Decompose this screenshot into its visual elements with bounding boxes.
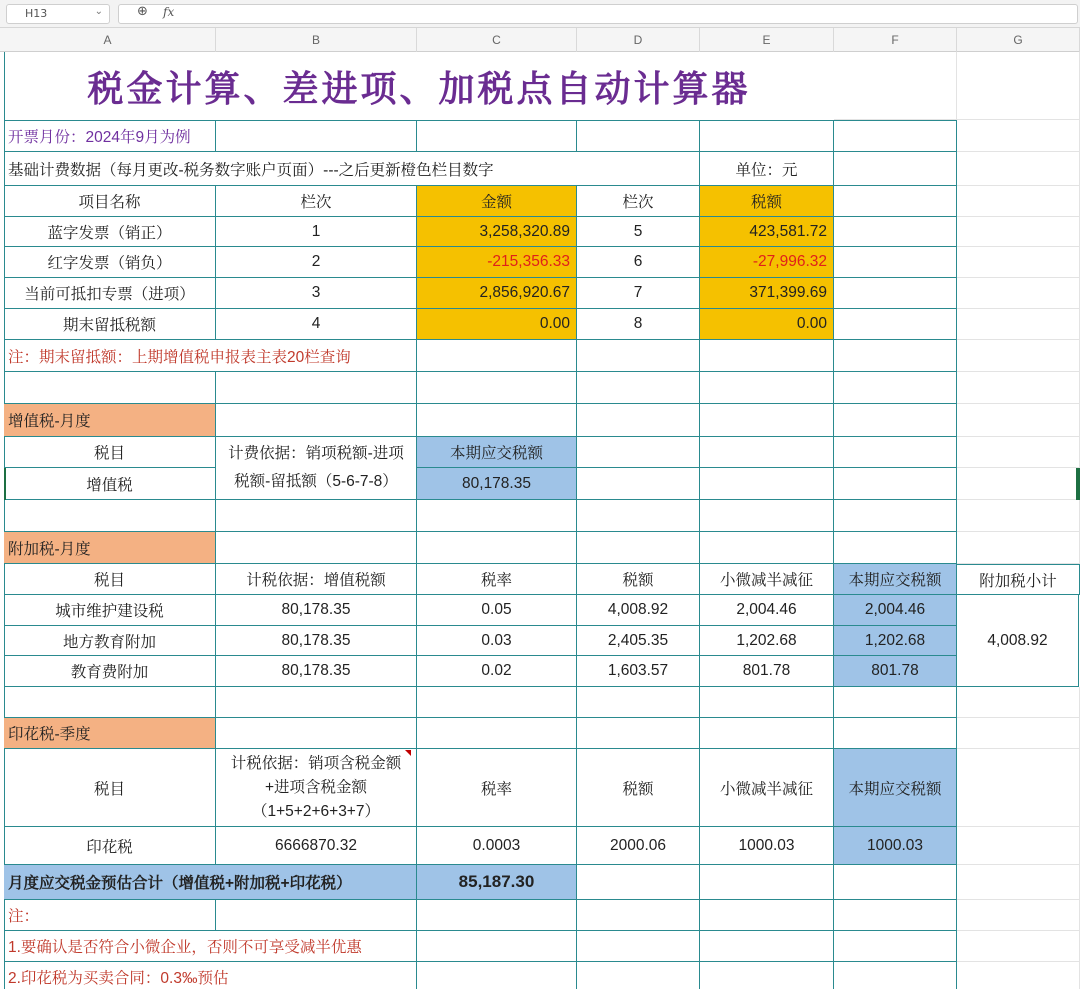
base-row-tax[interactable]: -27,996.32	[700, 247, 834, 278]
surtax-row-rate[interactable]: 0.05	[417, 595, 577, 626]
surtax-row-basis[interactable]: 80,178.35	[216, 626, 417, 656]
surtax-row-payable[interactable]: 1,202.68	[834, 626, 957, 656]
base-row-amount[interactable]: 3,258,320.89	[417, 217, 577, 247]
column-header-g[interactable]: G	[957, 28, 1080, 52]
base-row-col2[interactable]: 5	[577, 217, 700, 247]
sheet-grid[interactable]	[0, 52, 1080, 989]
surtax-row-half[interactable]: 2,004.46	[700, 595, 834, 626]
header-item-name: 项目名称	[4, 186, 216, 217]
surtax-header-rate: 税率	[417, 564, 577, 595]
column-header-f[interactable]: F	[834, 28, 957, 52]
surtax-row-tax[interactable]: 2,405.35	[577, 626, 700, 656]
surtax-row-payable[interactable]: 2,004.46	[834, 595, 957, 626]
surtax-row-name[interactable]: 地方教育附加	[4, 626, 216, 656]
fx-icon[interactable]: fx	[163, 5, 175, 19]
stamp-section-label: 印花税-季度	[4, 718, 216, 749]
base-row-tax[interactable]: 371,399.69	[700, 278, 834, 309]
base-row-amount[interactable]: -215,356.33	[417, 247, 577, 278]
surtax-row-half[interactable]: 1,202.68	[700, 626, 834, 656]
stamp-item[interactable]: 印花税	[4, 827, 216, 865]
stamp-header-rate: 税率	[417, 749, 577, 827]
surtax-header-tax: 税额	[577, 564, 700, 595]
base-row-name[interactable]: 红字发票（销负）	[4, 247, 216, 278]
page-title: 税金计算、差进项、加税点自动计算器	[87, 67, 751, 110]
surtax-header-basis: 计税依据：增值税额	[216, 564, 417, 595]
surtax-header-payable: 本期应交税额	[834, 564, 957, 595]
surtax-row-half[interactable]: 801.78	[700, 656, 834, 687]
vat-section-label: 增值税-月度	[4, 404, 216, 437]
base-row-col2[interactable]: 7	[577, 278, 700, 309]
stamp-tax[interactable]: 2000.06	[577, 827, 700, 865]
base-row-name[interactable]: 蓝字发票（销正）	[4, 217, 216, 247]
note-2: 2.印花税为买卖合同：0.3‰预估	[4, 962, 417, 989]
stamp-basis-line3: （1+5+2+6+3+7）	[252, 802, 380, 820]
surtax-row-basis[interactable]: 80,178.35	[216, 656, 417, 687]
surtax-header-subtotal: 附加税小计	[957, 564, 1080, 595]
comment-marker-icon[interactable]	[405, 750, 411, 756]
stamp-header-item: 税目	[4, 749, 216, 827]
stamp-basis-line1: 计税依据：销项含税金额	[230, 754, 402, 772]
vat-header-item: 税目	[4, 437, 216, 468]
base-row-tax[interactable]: 0.00	[700, 309, 834, 340]
surtax-row-name[interactable]: 教育费附加	[4, 656, 216, 687]
stamp-header-half: 小微减半减征	[700, 749, 834, 827]
surtax-row-tax[interactable]: 4,008.92	[577, 595, 700, 626]
surtax-row-rate[interactable]: 0.03	[417, 626, 577, 656]
stamp-half[interactable]: 1000.03	[700, 827, 834, 865]
invoice-month: 开票月份：2024年9月为例	[4, 120, 216, 152]
note-1: 1.要确认是否符合小微企业，否则不可享受减半优惠	[4, 931, 417, 962]
chevron-down-icon[interactable]: ⌄	[94, 6, 103, 17]
stamp-payable[interactable]: 1000.03	[834, 827, 957, 865]
stamp-header-payable: 本期应交税额	[834, 749, 957, 827]
total-value[interactable]: 85,187.30	[417, 865, 577, 900]
name-box[interactable]	[6, 4, 110, 24]
surtax-row-basis[interactable]: 80,178.35	[216, 595, 417, 626]
notes-head: 注：	[4, 900, 216, 931]
vat-item[interactable]: 增值税	[4, 468, 216, 500]
stamp-basis-line2: +进项含税金额	[264, 778, 368, 796]
base-row-amount[interactable]: 2,856,920.67	[417, 278, 577, 309]
formula-bar	[0, 0, 1080, 28]
base-row-amount[interactable]: 0.00	[417, 309, 577, 340]
vat-header-payable: 本期应交税额	[417, 437, 577, 468]
column-header-row	[0, 28, 1080, 52]
total-label: 月度应交税金预估合计（增值税+附加税+印花税）	[4, 865, 417, 900]
stamp-basis	[216, 749, 417, 827]
header-line-no-2: 栏次	[577, 186, 700, 217]
unit-label: 单位：元	[700, 152, 834, 186]
surtax-header-half: 小微减半减征	[700, 564, 834, 595]
stamp-rate[interactable]: 0.0003	[417, 827, 577, 865]
base-row-col2[interactable]: 6	[577, 247, 700, 278]
header-line-no: 栏次	[216, 186, 417, 217]
column-header-e[interactable]: E	[700, 28, 834, 52]
base-row-col1[interactable]: 4	[216, 309, 417, 340]
surtax-row-payable[interactable]: 801.78	[834, 656, 957, 687]
formula-input[interactable]	[118, 4, 1078, 24]
stamp-basis-value[interactable]: 6666870.32	[216, 827, 417, 865]
end-credit-note: 注：期末留抵额：上期增值税申报表主表20栏查询	[4, 340, 417, 372]
base-row-col1[interactable]: 2	[216, 247, 417, 278]
base-row-name[interactable]: 期末留抵税额	[4, 309, 216, 340]
surtax-subtotal[interactable]: 4,008.92	[957, 595, 1079, 687]
cell-ref: H13	[25, 7, 48, 20]
column-header-b[interactable]: B	[216, 28, 417, 52]
surtax-section-label: 附加税-月度	[4, 532, 216, 564]
surtax-header-item: 税目	[4, 564, 216, 595]
vat-payable[interactable]: 80,178.35	[417, 468, 577, 500]
header-amount: 金额	[417, 186, 577, 217]
column-header-d[interactable]: D	[577, 28, 700, 52]
column-header-a[interactable]: A	[0, 28, 216, 52]
vat-basis-line2: 税额-留抵额（5-6-7-8）	[234, 473, 398, 490]
base-row-tax[interactable]: 423,581.72	[700, 217, 834, 247]
base-row-name[interactable]: 当前可抵扣专票（进项）	[4, 278, 216, 309]
surtax-row-rate[interactable]: 0.02	[417, 656, 577, 687]
base-row-col1[interactable]: 3	[216, 278, 417, 309]
column-header-c[interactable]: C	[417, 28, 577, 52]
vat-basis-line1: 计费依据：销项税额-进项	[228, 445, 404, 462]
base-data-note: 基础计费数据（每月更改-税务数字账户页面）---之后更新橙色栏目数字	[4, 152, 700, 186]
search-icon[interactable]: ⊕	[137, 4, 148, 19]
vat-basis	[216, 437, 417, 500]
base-row-col2[interactable]: 8	[577, 309, 700, 340]
surtax-row-name[interactable]: 城市维护建设税	[4, 595, 216, 626]
header-tax: 税额	[700, 186, 834, 217]
base-row-col1[interactable]: 1	[216, 217, 417, 247]
surtax-row-tax[interactable]: 1,603.57	[577, 656, 700, 687]
stamp-header-tax: 税额	[577, 749, 700, 827]
